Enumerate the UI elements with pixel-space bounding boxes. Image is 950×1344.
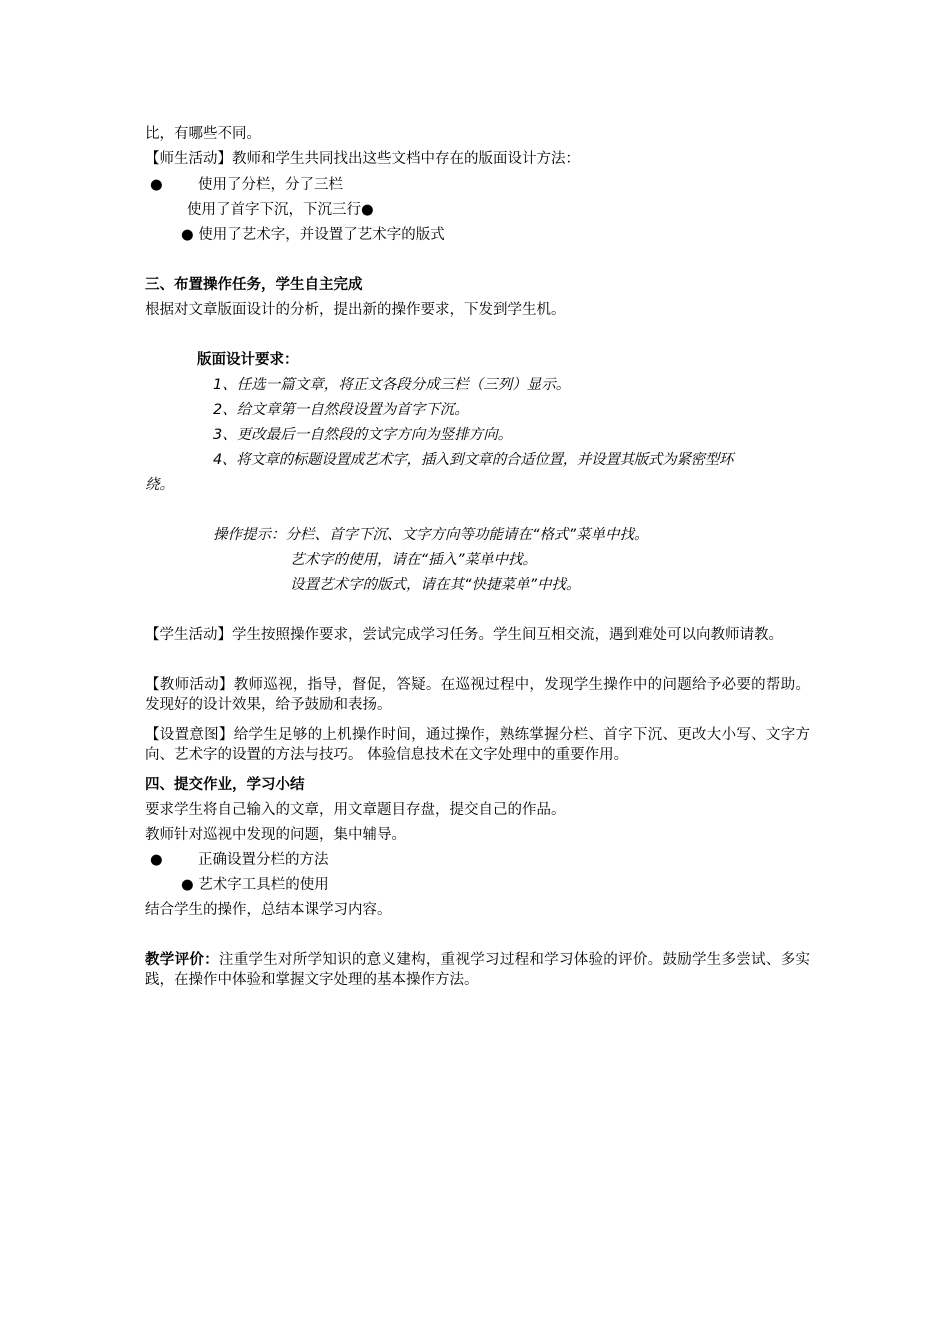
section-heading-3: 三、布置操作任务，学生自主完成 — [145, 277, 363, 293]
tip-line-1: 操作提示：分栏、首字下沉、文字方向等功能请在“格式”菜单中找。 — [213, 527, 649, 543]
student-activity-paragraph: 【学生活动】学生按照操作要求，尝试完成学习任务。学生间互相交流，遇到难处可以向教师请教。 — [145, 627, 783, 643]
tip-line-3: 设置艺术字的版式，请在其“快捷菜单”中找。 — [290, 577, 581, 593]
bullet-item-columns-method — [150, 850, 815, 870]
bullet-item-columns — [150, 175, 815, 195]
text-line: 结合学生的操作，总结本课学习内容。 — [145, 902, 392, 918]
teacher-activity-paragraph: 【教师活动】教师巡视，指导，督促，答疑。在巡视过程中，发现学生操作中的问题给予必要的帮助。发现好的设计效果，给予鼓励和表扬。 — [145, 677, 810, 713]
bullet-item-wordart: ● 使用了艺术字，并设置了艺术字的版式 — [181, 227, 445, 243]
bullet-icon: ● — [150, 177, 163, 193]
text-line: 教师针对巡视中发现的问题，集中辅导。 — [145, 827, 406, 843]
requirements-title: 版面设计要求： — [197, 352, 299, 368]
evaluation-text: 注重学生对所学知识的意义建构，重视学习过程和学习体验的评价。鼓励学生多尝试、多实践，在操作中体验和掌握文字处理的基本操作方法。 — [145, 952, 810, 988]
bullet-text: 使用了分栏，分了三栏 — [198, 177, 343, 193]
requirement-item-1: 1、任选一篇文章，将正文各段分成三栏（三列）显示。 — [213, 377, 571, 393]
requirement-item-4: 4、将文章的标题设置成艺术字，插入到文章的合适位置，并设置其版式为紧密型环 — [213, 452, 734, 468]
requirement-item-3: 3、更改最后一自然段的文字方向为竖排方向。 — [213, 427, 513, 443]
teaching-evaluation-paragraph — [145, 950, 810, 990]
bullet-item-dropcap: 使用了首字下沉，下沉三行● — [187, 202, 374, 218]
requirement-item-4-cont: 绕。 — [145, 477, 174, 493]
bullet-icon: ● — [150, 852, 163, 868]
bullet-text: 正确设置分栏的方法 — [198, 852, 329, 868]
evaluation-label: 教学评价： — [145, 952, 219, 968]
tip-line-2: 艺术字的使用，请在“插入”菜单中找。 — [290, 552, 538, 568]
section-heading-4: 四、提交作业，学习小结 — [145, 777, 305, 793]
text-line: 比，有哪些不同。 — [145, 126, 261, 142]
bullet-item-wordart-toolbar: ● 艺术字工具栏的使用 — [181, 877, 329, 893]
text-line: 根据对文章版面设计的分析，提出新的操作要求，下发到学生机。 — [145, 302, 566, 318]
requirement-item-2: 2、给文章第一自然段设置为首字下沉。 — [213, 402, 469, 418]
activity-line: 【师生活动】教师和学生共同找出这些文档中存在的版面设计方法： — [145, 151, 580, 167]
design-intent-paragraph: 【设置意图】给学生足够的上机操作时间，通过操作，熟练掌握分栏、首字下沉、更改大小写、文字方向、艺术字的设置的方法与技巧。 体验信息技术在文字处理中的重要作用。 — [145, 727, 810, 763]
text-line: 要求学生将自己输入的文章，用文章题目存盘，提交自己的作品。 — [145, 802, 566, 818]
